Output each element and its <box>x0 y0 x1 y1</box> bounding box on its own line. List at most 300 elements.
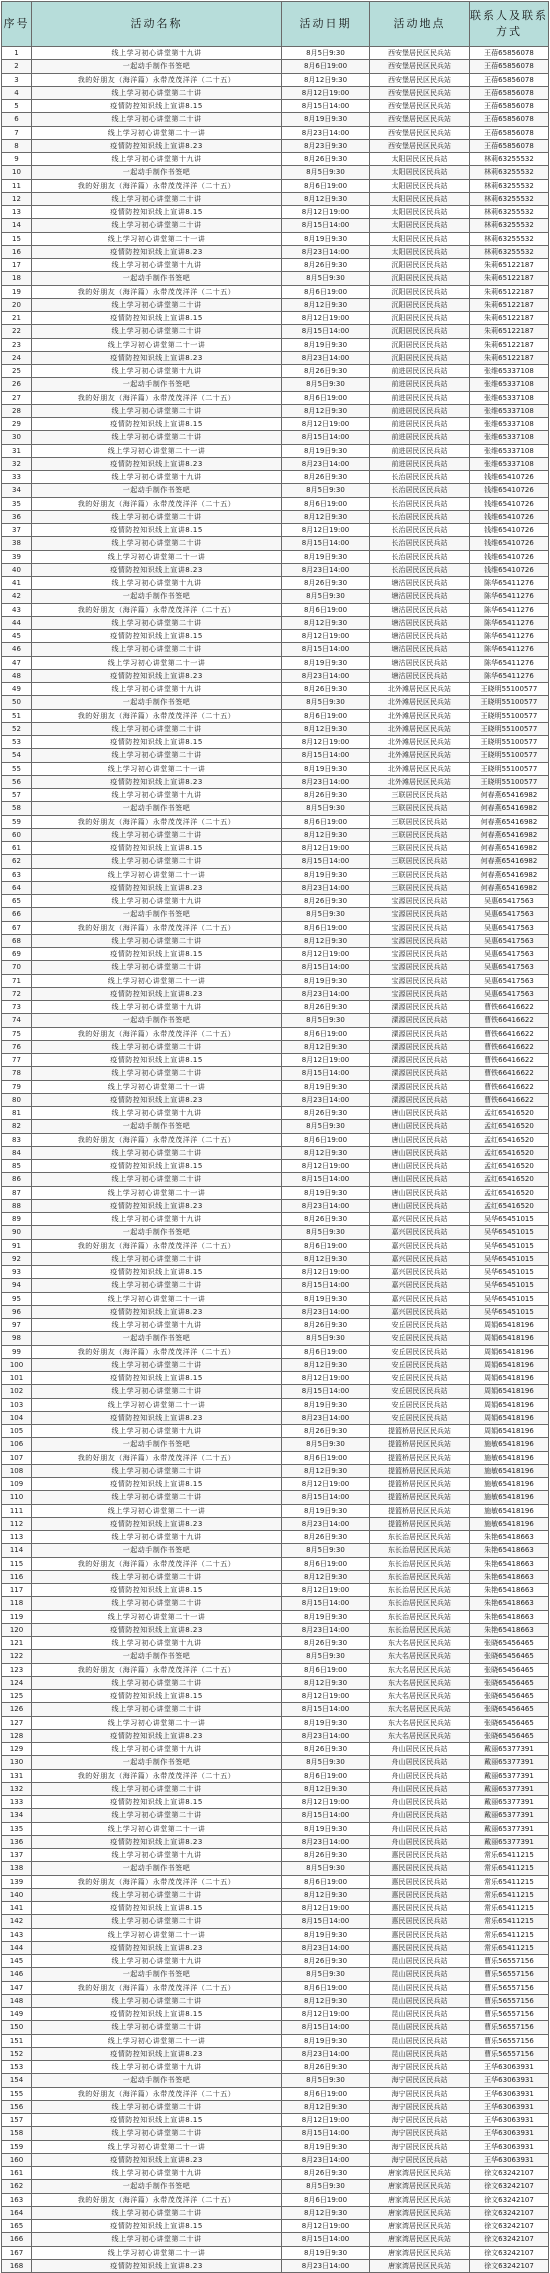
table-row <box>2 1716 549 1729</box>
cell-contact: 何春燕65416982 <box>470 842 549 855</box>
table-row <box>2 365 549 378</box>
cell-index: 151 <box>2 2034 32 2047</box>
cell-activity-date: 8月12日19:00 <box>282 1160 370 1173</box>
cell-activity-name: 我的好朋友（海洋篇）永带茂茂洋洋（二十五） <box>32 2087 282 2100</box>
table-row <box>2 1411 549 1424</box>
cell-index: 87 <box>2 1186 32 1199</box>
cell-index: 75 <box>2 1027 32 1040</box>
cell-activity-date: 8月15日14:00 <box>282 325 370 338</box>
cell-activity-name: 一起动手制作书签吧 <box>32 908 282 921</box>
cell-activity-location: 塘沽居民区民兵站 <box>370 656 470 669</box>
table-row <box>2 219 549 232</box>
cell-contact: 常乐65411215 <box>470 1849 549 1862</box>
cell-contact: 徐文63242107 <box>470 2180 549 2193</box>
cell-contact: 孟红65416520 <box>470 1120 549 1133</box>
cell-activity-date: 8月5日9:30 <box>282 1332 370 1345</box>
cell-activity-location: 宝源居民区民兵站 <box>370 948 470 961</box>
cell-activity-location: 安丘居民区民兵站 <box>370 1398 470 1411</box>
cell-index: 33 <box>2 471 32 484</box>
table-row <box>2 669 549 682</box>
cell-activity-name: 线上学习初心讲堂第二十讲 <box>32 2127 282 2140</box>
table-row <box>2 1729 549 1742</box>
cell-contact: 吴华65451015 <box>470 1239 549 1252</box>
cell-activity-date: 8月15日14:00 <box>282 100 370 113</box>
cell-contact: 徐文63242107 <box>470 2167 549 2180</box>
cell-activity-date: 8月6日19:00 <box>282 1981 370 1994</box>
table-row <box>2 1849 549 1862</box>
cell-contact: 王蓓65856078 <box>470 60 549 73</box>
cell-activity-location: 东长治居民区民兵站 <box>370 1597 470 1610</box>
cell-activity-date: 8月15日14:00 <box>282 1597 370 1610</box>
table-row <box>2 749 549 762</box>
cell-activity-location: 昆山居民区民兵站 <box>370 1994 470 2007</box>
cell-contact: 王晓明55100577 <box>470 775 549 788</box>
cell-contact: 吴华65451015 <box>470 1305 549 1318</box>
table-row <box>2 2180 549 2193</box>
cell-activity-date: 8月26日9:30 <box>282 2061 370 2074</box>
cell-index: 2 <box>2 60 32 73</box>
cell-index: 55 <box>2 762 32 775</box>
cell-index: 13 <box>2 206 32 219</box>
cell-index: 137 <box>2 1849 32 1862</box>
cell-contact: 孟红65416520 <box>470 1133 549 1146</box>
cell-activity-location: 昆山居民区民兵站 <box>370 2021 470 2034</box>
cell-activity-name: 线上学习初心讲堂第二十讲 <box>32 1464 282 1477</box>
table-row <box>2 1663 549 1676</box>
cell-contact: 钱维65410726 <box>470 510 549 523</box>
cell-activity-location: 北外滩居民区民兵站 <box>370 736 470 749</box>
cell-activity-location: 东大名居民区民兵站 <box>370 1676 470 1689</box>
cell-contact: 戴丽65377391 <box>470 1809 549 1822</box>
cell-activity-date: 8月5日9:30 <box>282 1756 370 1769</box>
cell-activity-date: 8月5日9:30 <box>282 47 370 60</box>
cell-activity-date: 8月12日19:00 <box>282 1690 370 1703</box>
cell-index: 105 <box>2 1425 32 1438</box>
cell-activity-location: 唐山居民区民兵站 <box>370 1133 470 1146</box>
table-row <box>2 1809 549 1822</box>
table-row <box>2 1888 549 1901</box>
cell-index: 70 <box>2 961 32 974</box>
cell-index: 15 <box>2 232 32 245</box>
cell-activity-date: 8月5日9:30 <box>282 590 370 603</box>
cell-activity-date: 8月6日19:00 <box>282 1133 370 1146</box>
cell-contact: 钱维65410726 <box>470 537 549 550</box>
cell-contact: 曹乐56557156 <box>470 2047 549 2060</box>
cell-activity-date: 8月19日9:30 <box>282 338 370 351</box>
cell-index: 122 <box>2 1650 32 1663</box>
cell-activity-location: 嘉兴居民区民兵站 <box>370 1213 470 1226</box>
cell-activity-date: 8月6日19:00 <box>282 1663 370 1676</box>
cell-activity-name: 线上学习初心讲堂第二十一讲 <box>32 1080 282 1093</box>
cell-activity-name: 线上学习初心讲堂第二十讲 <box>32 1994 282 2007</box>
cell-activity-location: 长治居民区民兵站 <box>370 550 470 563</box>
cell-activity-date: 8月15日14:00 <box>282 1915 370 1928</box>
cell-activity-location: 惠民居民区民兵站 <box>370 1915 470 1928</box>
cell-contact: 戴丽65377391 <box>470 1756 549 1769</box>
table-row <box>2 2246 549 2259</box>
cell-activity-location: 提篮桥居民区民兵站 <box>370 1517 470 1530</box>
cell-activity-location: 三联居民区民兵站 <box>370 881 470 894</box>
table-row <box>2 153 549 166</box>
cell-activity-location: 安丘居民区民兵站 <box>370 1385 470 1398</box>
header-row <box>2 2 549 47</box>
cell-activity-date: 8月19日9:30 <box>282 1292 370 1305</box>
cell-contact: 王晓明55100577 <box>470 722 549 735</box>
cell-activity-name: 线上学习初心讲堂第十九讲 <box>32 1531 282 1544</box>
cell-index: 79 <box>2 1080 32 1093</box>
cell-activity-location: 三联居民区民兵站 <box>370 842 470 855</box>
cell-contact: 王晓明55100577 <box>470 709 549 722</box>
cell-activity-date: 8月12日19:00 <box>282 1902 370 1915</box>
table-row <box>2 2233 549 2246</box>
cell-activity-location: 长治居民区民兵站 <box>370 497 470 510</box>
table-row <box>2 643 549 656</box>
cell-contact: 常乐65411215 <box>470 1862 549 1875</box>
cell-activity-date: 8月26日9:30 <box>282 365 370 378</box>
cell-activity-location: 太阳居民区民兵站 <box>370 192 470 205</box>
cell-activity-date: 8月6日19:00 <box>282 179 370 192</box>
cell-activity-name: 一起动手制作书签吧 <box>32 1968 282 1981</box>
cell-activity-name: 线上学习初心讲堂第十九讲 <box>32 1107 282 1120</box>
cell-activity-date: 8月12日9:30 <box>282 192 370 205</box>
cell-activity-date: 8月19日9:30 <box>282 1610 370 1623</box>
cell-activity-name: 线上学习初心讲堂第十九讲 <box>32 471 282 484</box>
cell-contact: 林莉63255532 <box>470 179 549 192</box>
cell-activity-name: 一起动手制作书签吧 <box>32 1120 282 1133</box>
cell-activity-date: 8月15日14:00 <box>282 537 370 550</box>
cell-index: 149 <box>2 2008 32 2021</box>
cell-index: 155 <box>2 2087 32 2100</box>
cell-activity-date: 8月12日19:00 <box>282 206 370 219</box>
cell-activity-name: 疫情防控知识线上宣讲8.23 <box>32 775 282 788</box>
table-row <box>2 1637 549 1650</box>
cell-activity-location: 沉阳居民区民兵站 <box>370 312 470 325</box>
cell-activity-date: 8月15日14:00 <box>282 219 370 232</box>
cell-activity-name: 我的好朋友（海洋篇）永带茂茂洋洋（二十五） <box>32 709 282 722</box>
cell-contact: 曹乐56557156 <box>470 2008 549 2021</box>
cell-activity-location: 前进居民区民兵站 <box>370 391 470 404</box>
cell-activity-location: 东长治居民区民兵站 <box>370 1544 470 1557</box>
table-row <box>2 1160 549 1173</box>
cell-contact: 戴丽65377391 <box>470 1822 549 1835</box>
table-row <box>2 1027 549 1040</box>
cell-activity-date: 8月5日9:30 <box>282 1226 370 1239</box>
cell-activity-location: 太阳居民区民兵站 <box>370 232 470 245</box>
cell-index: 24 <box>2 351 32 364</box>
cell-contact: 王华63063931 <box>470 2100 549 2113</box>
cell-contact: 张维65337108 <box>470 431 549 444</box>
cell-activity-date: 8月19日9:30 <box>282 1716 370 1729</box>
cell-activity-location: 海宁居民区民兵站 <box>370 2153 470 2166</box>
cell-activity-name: 疫情防控知识线上宣讲8.23 <box>32 245 282 258</box>
cell-index: 3 <box>2 73 32 86</box>
cell-activity-location: 昆山居民区民兵站 <box>370 1955 470 1968</box>
cell-contact: 朱艳65418663 <box>470 1597 549 1610</box>
cell-index: 10 <box>2 166 32 179</box>
header-cell-contact: 联系人及联系方式 <box>470 2 549 47</box>
cell-contact: 曹乐56557156 <box>470 1968 549 1981</box>
cell-activity-name: 线上学习初心讲堂第二十讲 <box>32 961 282 974</box>
cell-activity-location: 提篮桥居民区民兵站 <box>370 1438 470 1451</box>
cell-activity-location: 北外滩居民区民兵站 <box>370 749 470 762</box>
cell-activity-name: 线上学习初心讲堂第二十一讲 <box>32 656 282 669</box>
cell-index: 83 <box>2 1133 32 1146</box>
cell-activity-date: 8月26日9:30 <box>282 1425 370 1438</box>
cell-activity-location: 沉阳居民区民兵站 <box>370 338 470 351</box>
cell-activity-name: 疫情防控知识线上宣讲8.15 <box>32 1160 282 1173</box>
cell-index: 34 <box>2 484 32 497</box>
cell-activity-name: 线上学习初心讲堂第二十讲 <box>32 1146 282 1159</box>
cell-contact: 陈华65411276 <box>470 643 549 656</box>
cell-activity-name: 我的好朋友（海洋篇）永带茂茂洋洋（二十五） <box>32 1981 282 1994</box>
cell-contact: 陈华65411276 <box>470 603 549 616</box>
cell-contact: 常乐65411215 <box>470 1875 549 1888</box>
cell-activity-location: 塘沽居民区民兵站 <box>370 616 470 629</box>
cell-index: 44 <box>2 616 32 629</box>
table-row <box>2 1835 549 1848</box>
cell-contact: 张晓65456465 <box>470 1716 549 1729</box>
table-row <box>2 1213 549 1226</box>
cell-activity-location: 海宁居民区民兵站 <box>370 2114 470 2127</box>
cell-activity-name: 疫情防控知识线上宣讲8.15 <box>32 1902 282 1915</box>
cell-activity-date: 8月23日9:30 <box>282 139 370 152</box>
cell-activity-location: 北外滩居民区民兵站 <box>370 696 470 709</box>
cell-index: 98 <box>2 1332 32 1345</box>
cell-contact: 张晓65456465 <box>470 1729 549 1742</box>
cell-index: 103 <box>2 1398 32 1411</box>
cell-contact: 朱莉65122187 <box>470 338 549 351</box>
cell-contact: 王晓明55100577 <box>470 683 549 696</box>
cell-activity-name: 线上学习初心讲堂第二十讲 <box>32 1888 282 1901</box>
cell-index: 104 <box>2 1411 32 1424</box>
cell-activity-location: 提篮桥居民区民兵站 <box>370 1491 470 1504</box>
cell-contact: 陈华65411276 <box>470 630 549 643</box>
table-row <box>2 1478 549 1491</box>
table-row <box>2 1623 549 1636</box>
cell-activity-location: 西安堡居民区民兵站 <box>370 60 470 73</box>
cell-activity-location: 唐山居民区民兵站 <box>370 1186 470 1199</box>
table-row <box>2 2047 549 2060</box>
cell-activity-date: 8月12日9:30 <box>282 404 370 417</box>
cell-activity-date: 8月6日19:00 <box>282 709 370 722</box>
cell-index: 158 <box>2 2127 32 2140</box>
cell-activity-date: 8月26日9:30 <box>282 895 370 908</box>
table-row <box>2 2008 549 2021</box>
cell-contact: 朱莉65122187 <box>470 298 549 311</box>
table-row <box>2 60 549 73</box>
cell-activity-date: 8月12日9:30 <box>282 616 370 629</box>
cell-activity-name: 线上学习初心讲堂第二十讲 <box>32 1358 282 1371</box>
cell-index: 128 <box>2 1729 32 1742</box>
cell-activity-date: 8月5日9:30 <box>282 166 370 179</box>
table-row <box>2 683 549 696</box>
table-row <box>2 1385 549 1398</box>
cell-activity-name: 线上学习初心讲堂第二十一讲 <box>32 1610 282 1623</box>
cell-activity-name: 线上学习初心讲堂第二十讲 <box>32 855 282 868</box>
table-row <box>2 1054 549 1067</box>
cell-activity-date: 8月12日19:00 <box>282 1584 370 1597</box>
cell-activity-name: 疫情防控知识线上宣讲8.15 <box>32 1266 282 1279</box>
cell-activity-location: 东长治居民区民兵站 <box>370 1623 470 1636</box>
cell-index: 138 <box>2 1862 32 1875</box>
cell-activity-name: 我的好朋友（海洋篇）永带茂茂洋洋（二十五） <box>32 1345 282 1358</box>
cell-activity-name: 一起动手制作书签吧 <box>32 1756 282 1769</box>
cell-activity-name: 疫情防控知识线上宣讲8.23 <box>32 139 282 152</box>
table-row <box>2 444 549 457</box>
cell-activity-name: 一起动手制作书签吧 <box>32 1226 282 1239</box>
table-row <box>2 2220 549 2233</box>
cell-activity-location: 北外滩居民区民兵站 <box>370 683 470 696</box>
cell-activity-name: 线上学习初心讲堂第二十一讲 <box>32 126 282 139</box>
cell-index: 85 <box>2 1160 32 1173</box>
cell-index: 166 <box>2 2233 32 2246</box>
cell-activity-name: 我的好朋友（海洋篇）永带茂茂洋洋（二十五） <box>32 285 282 298</box>
cell-contact: 何春燕65416982 <box>470 855 549 868</box>
cell-activity-date: 8月26日9:30 <box>282 1213 370 1226</box>
cell-activity-date: 8月12日19:00 <box>282 1796 370 1809</box>
table-row <box>2 868 549 881</box>
cell-activity-location: 塘沽居民区民兵站 <box>370 577 470 590</box>
cell-activity-name: 线上学习初心讲堂第十九讲 <box>32 577 282 590</box>
cell-contact: 王晓明55100577 <box>470 762 549 775</box>
cell-activity-date: 8月12日9:30 <box>282 2206 370 2219</box>
table-row <box>2 921 549 934</box>
cell-activity-location: 舟山居民区民兵站 <box>370 1743 470 1756</box>
table-row <box>2 1107 549 1120</box>
cell-activity-location: 提篮桥居民区民兵站 <box>370 1425 470 1438</box>
cell-activity-name: 疫情防控知识线上宣讲8.23 <box>32 1835 282 1848</box>
table-row <box>2 259 549 272</box>
cell-index: 106 <box>2 1438 32 1451</box>
cell-activity-location: 昆山居民区民兵站 <box>370 2047 470 2060</box>
cell-activity-name: 一起动手制作书签吧 <box>32 590 282 603</box>
table-row <box>2 1080 549 1093</box>
table-body <box>2 47 549 2273</box>
cell-activity-date: 8月5日9:30 <box>282 1438 370 1451</box>
cell-contact: 戴丽65377391 <box>470 1782 549 1795</box>
cell-activity-date: 8月26日9:30 <box>282 1531 370 1544</box>
table-row <box>2 1173 549 1186</box>
cell-index: 22 <box>2 325 32 338</box>
cell-contact: 曹乐56557156 <box>470 1994 549 2007</box>
cell-activity-location: 溧源居民区民兵站 <box>370 1080 470 1093</box>
cell-index: 77 <box>2 1054 32 1067</box>
cell-activity-date: 8月23日14:00 <box>282 457 370 470</box>
cell-contact: 钱维65410726 <box>470 484 549 497</box>
cell-activity-date: 8月19日9:30 <box>282 1504 370 1517</box>
cell-index: 62 <box>2 855 32 868</box>
cell-activity-name: 线上学习初心讲堂第二十讲 <box>32 1252 282 1265</box>
table-row <box>2 1928 549 1941</box>
table-row <box>2 86 549 99</box>
cell-contact: 王华63063931 <box>470 2087 549 2100</box>
cell-activity-date: 8月12日9:30 <box>282 1146 370 1159</box>
cell-activity-date: 8月5日9:30 <box>282 802 370 815</box>
cell-contact: 何春燕65416982 <box>470 789 549 802</box>
table-row <box>2 325 549 338</box>
cell-activity-date: 8月23日14:00 <box>282 775 370 788</box>
cell-activity-date: 8月23日14:00 <box>282 563 370 576</box>
cell-activity-location: 三联居民区民兵站 <box>370 855 470 868</box>
cell-contact: 徐文63242107 <box>470 2193 549 2206</box>
cell-activity-date: 8月23日14:00 <box>282 1941 370 1954</box>
table-row <box>2 1517 549 1530</box>
table-row <box>2 881 549 894</box>
cell-activity-date: 8月6日19:00 <box>282 603 370 616</box>
cell-activity-date: 8月19日9:30 <box>282 762 370 775</box>
cell-activity-location: 前进居民区民兵站 <box>370 444 470 457</box>
table-row <box>2 1305 549 1318</box>
table-row <box>2 974 549 987</box>
cell-activity-name: 线上学习初心讲堂第二十讲 <box>32 113 282 126</box>
cell-activity-name: 线上学习初心讲堂第十九讲 <box>32 1425 282 1438</box>
cell-activity-name: 我的好朋友（海洋篇）永带茂茂洋洋（二十五） <box>32 1875 282 1888</box>
table-row <box>2 404 549 417</box>
table-row <box>2 1239 549 1252</box>
cell-index: 134 <box>2 1809 32 1822</box>
table-row <box>2 1345 549 1358</box>
cell-index: 116 <box>2 1570 32 1583</box>
cell-activity-date: 8月26日9:30 <box>282 1955 370 1968</box>
cell-index: 36 <box>2 510 32 523</box>
table-row <box>2 1001 549 1014</box>
cell-contact: 徐文63242107 <box>470 2246 549 2259</box>
table-row <box>2 2034 549 2047</box>
cell-activity-location: 安丘居民区民兵站 <box>370 1319 470 1332</box>
cell-activity-date: 8月23日14:00 <box>282 881 370 894</box>
cell-contact: 戴丽65377391 <box>470 1796 549 1809</box>
cell-contact: 王华63063931 <box>470 2140 549 2153</box>
table-row <box>2 1093 549 1106</box>
cell-index: 6 <box>2 113 32 126</box>
cell-activity-date: 8月5日9:30 <box>282 1014 370 1027</box>
cell-activity-name: 疫情防控知识线上宣讲8.23 <box>32 1623 282 1636</box>
cell-contact: 孟红65416520 <box>470 1173 549 1186</box>
cell-activity-name: 线上学习初心讲堂第十九讲 <box>32 153 282 166</box>
cell-index: 37 <box>2 524 32 537</box>
table-row <box>2 139 549 152</box>
table-row <box>2 1676 549 1689</box>
cell-contact: 常乐65411215 <box>470 1928 549 1941</box>
cell-index: 130 <box>2 1756 32 1769</box>
cell-index: 56 <box>2 775 32 788</box>
cell-index: 97 <box>2 1319 32 1332</box>
table-row <box>2 457 549 470</box>
cell-contact: 王蓓65856078 <box>470 47 549 60</box>
cell-activity-name: 我的好朋友（海洋篇）永带茂茂洋洋（二十五） <box>32 2193 282 2206</box>
cell-index: 90 <box>2 1226 32 1239</box>
table-row <box>2 1425 549 1438</box>
table-row <box>2 1570 549 1583</box>
cell-index: 40 <box>2 563 32 576</box>
cell-contact: 朱莉65122187 <box>470 312 549 325</box>
cell-activity-location: 宝源居民区民兵站 <box>370 961 470 974</box>
cell-index: 142 <box>2 1915 32 1928</box>
cell-index: 60 <box>2 828 32 841</box>
cell-contact: 朱艳65418663 <box>470 1544 549 1557</box>
cell-activity-date: 8月5日9:30 <box>282 908 370 921</box>
cell-contact: 曹乐56557156 <box>470 2034 549 2047</box>
cell-index: 159 <box>2 2140 32 2153</box>
cell-activity-location: 提篮桥居民区民兵站 <box>370 1504 470 1517</box>
cell-activity-location: 宝源居民区民兵站 <box>370 987 470 1000</box>
cell-contact: 曹铁66416622 <box>470 1054 549 1067</box>
cell-index: 25 <box>2 365 32 378</box>
cell-contact: 张晓65456465 <box>470 1690 549 1703</box>
table-row <box>2 471 549 484</box>
cell-index: 38 <box>2 537 32 550</box>
cell-activity-date: 8月19日9:30 <box>282 2140 370 2153</box>
